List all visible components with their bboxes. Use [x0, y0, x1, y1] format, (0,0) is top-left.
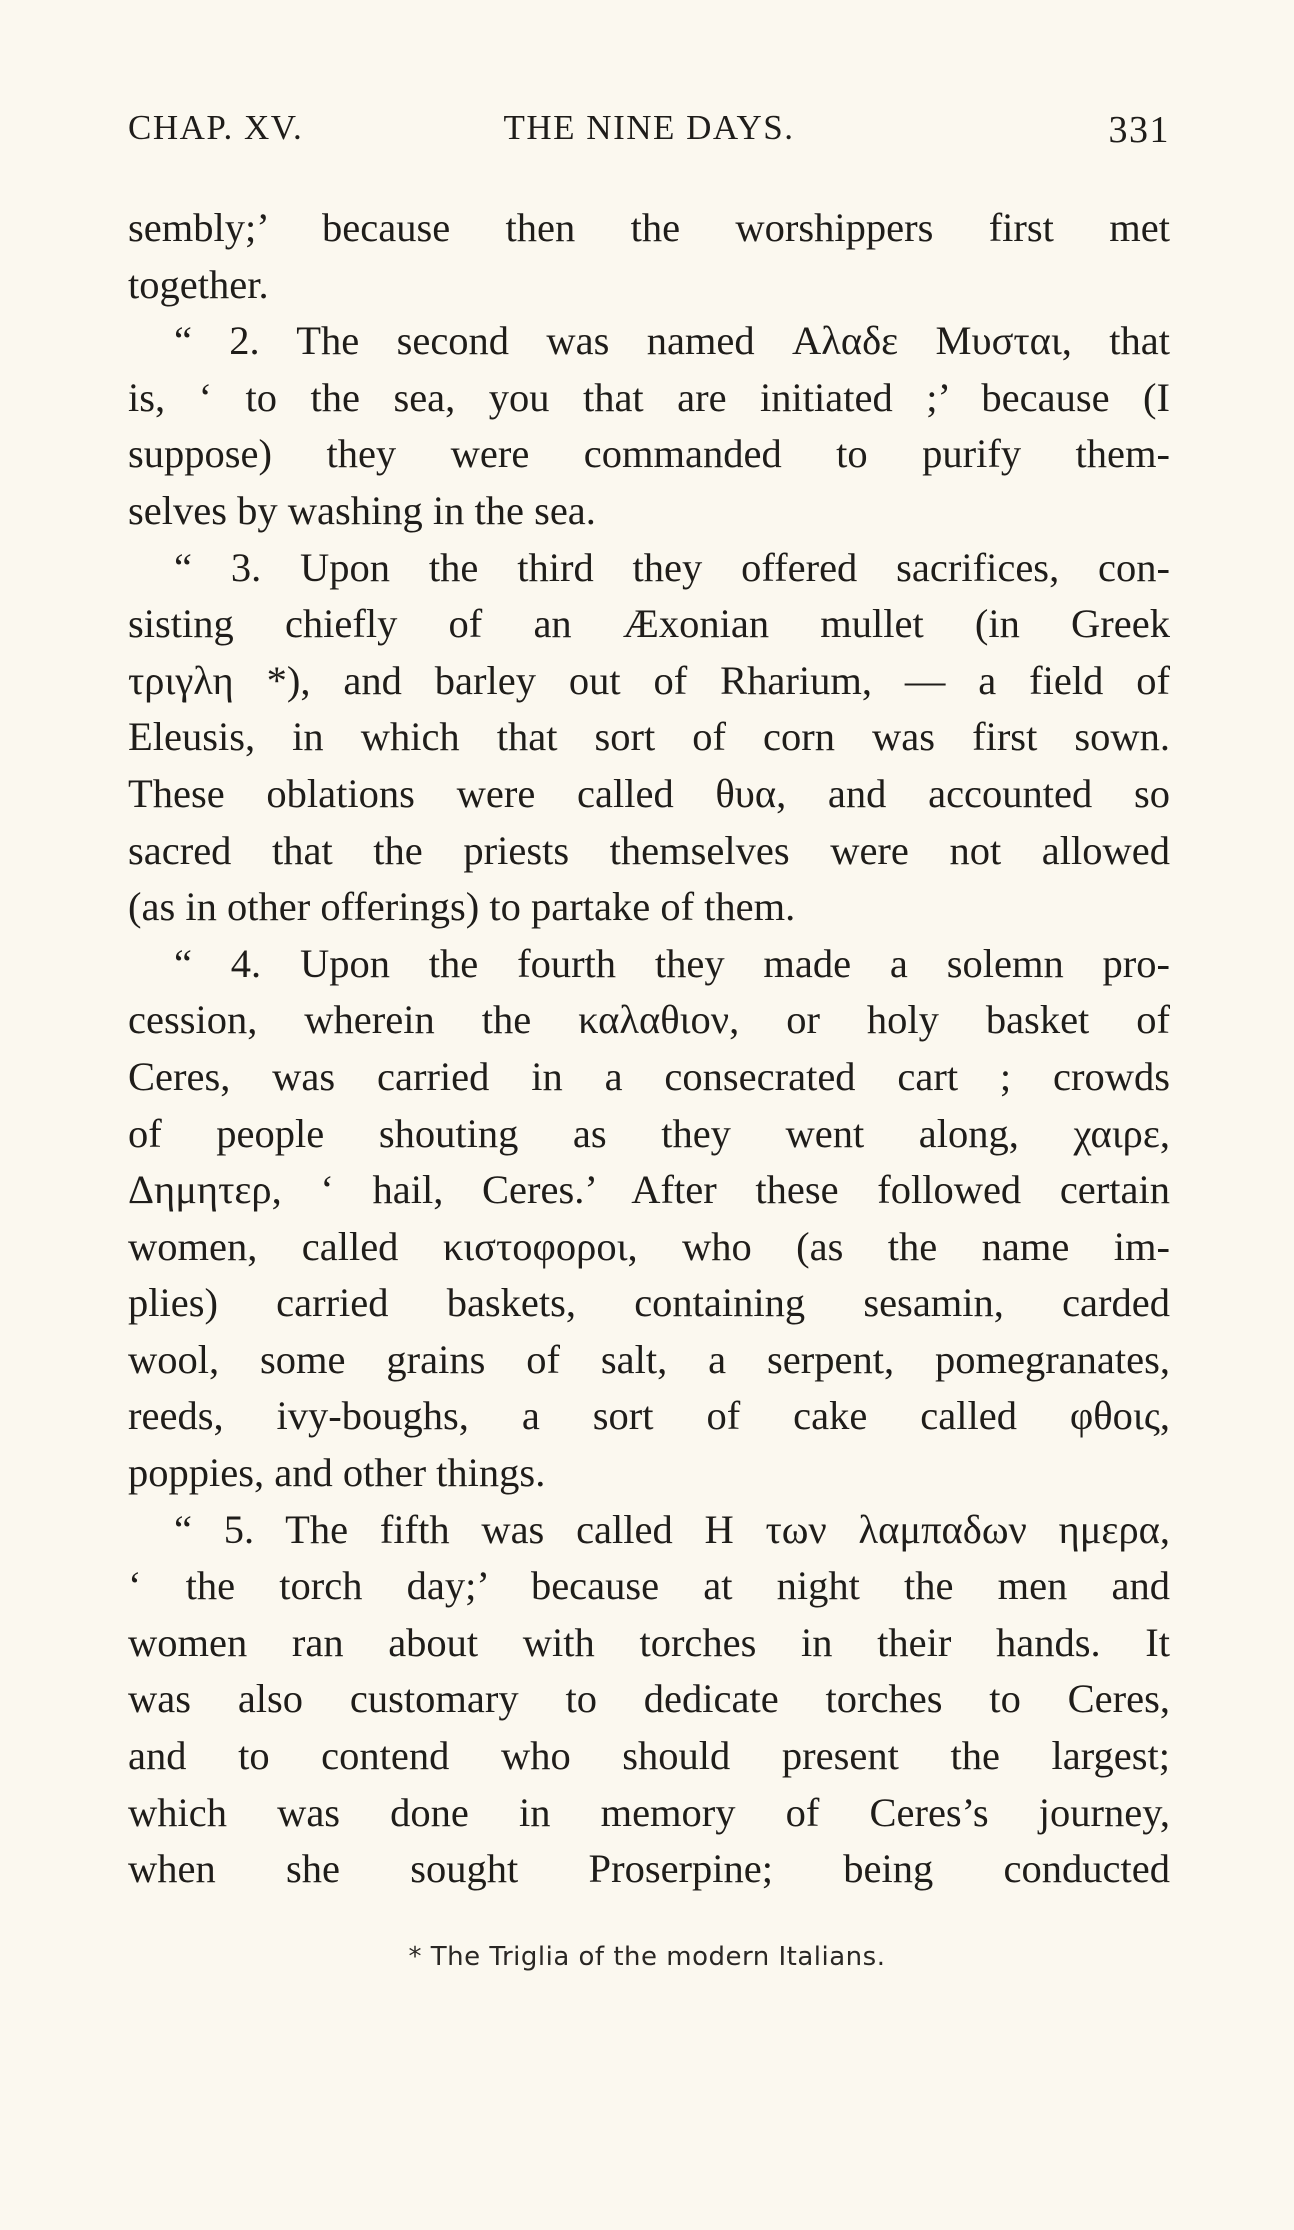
text-line: τριγλη *), and barley out of Rharium, — a field of	[128, 657, 1170, 703]
text-line: (as in other offerings) to partake of them.	[128, 884, 796, 930]
text-line: These oblations were called θυα, and accounted so	[128, 770, 1170, 816]
footnote: * The Triglia of the modern Italians.	[408, 1942, 886, 1972]
text-line: “ 2. The second was named Αλαδε Μυσται, that	[174, 318, 1170, 364]
text-line: of people shouting as they went along, χαιρε,	[128, 1110, 1170, 1156]
text-line: “ 4. Upon the fourth they made a solemn pro-	[174, 940, 1170, 986]
text-line: Δημητερ, ‘ hail, Ceres.’ After these followed certain	[128, 1167, 1170, 1213]
page-number: 331	[1108, 109, 1170, 151]
text-line: was also customary to dedicate torches to Ceres,	[128, 1676, 1170, 1722]
text-line: suppose) they were commanded to purify them-	[128, 431, 1170, 477]
text-line: sembly;’ because then the worshippers first met	[128, 205, 1170, 250]
text-line: is, ‘ to the sea, you that are initiated ;’ because (I	[128, 374, 1170, 420]
text-line: reeds, ivy-boughs, a sort of cake called φθοις,	[128, 1393, 1170, 1439]
text-line: “ 5. The fifth was called H των λαμπαδων ημερα,	[174, 1506, 1170, 1552]
page-title: THE NINE DAYS.	[503, 108, 795, 147]
text-line: sacred that the priests themselves were not allowed	[128, 827, 1170, 873]
chapter-label: CHAP. XV.	[128, 108, 304, 147]
body-text	[128, 200, 1170, 1898]
text-line: women, called κιστοφοροι, who (as the name im-	[128, 1223, 1170, 1269]
text-line: sisting chiefly of an Æxonian mullet (in Greek	[128, 601, 1170, 647]
text-line: which was done in memory of Ceres’s journey,	[128, 1789, 1170, 1835]
text-line: ‘ the torch day;’ because at night the men and	[128, 1563, 1170, 1609]
text-line: poppies, and other things.	[128, 1450, 546, 1496]
text-line: plies) carried baskets, containing sesamin, carded	[128, 1280, 1170, 1326]
text-line: wool, some grains of salt, a serpent, pomegranates,	[128, 1336, 1170, 1382]
text-line: together.	[128, 261, 269, 307]
text-line: selves by washing in the sea.	[128, 487, 596, 533]
text-line: and to contend who should present the largest;	[128, 1733, 1170, 1779]
text-line: “ 3. Upon the third they offered sacrifices, con-	[174, 544, 1170, 590]
text-line: when she sought Proserpine; being conducted	[128, 1846, 1170, 1892]
running-head	[128, 108, 1170, 152]
text-line: Ceres, was carried in a consecrated cart ; crowds	[128, 1053, 1170, 1099]
text-line: Eleusis, in which that sort of corn was first sown.	[128, 714, 1170, 760]
text-line: cession, wherein the καλαθιον, or holy basket of	[128, 997, 1170, 1043]
text-line: women ran about with torches in their hands. It	[128, 1619, 1170, 1665]
